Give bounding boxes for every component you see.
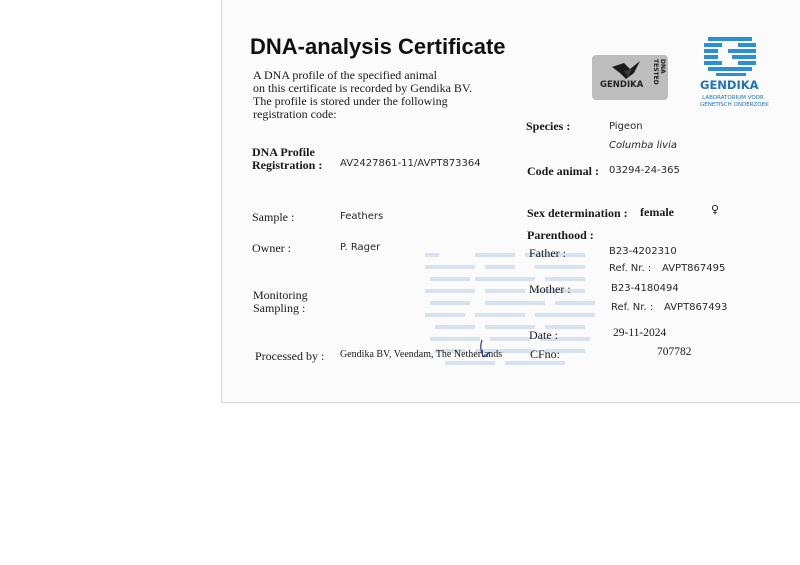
seal-text: GENDIKA xyxy=(600,80,644,90)
code-animal-value: 03294-24-365 xyxy=(609,165,680,176)
intro-line: The profile is stored under the following xyxy=(253,94,448,108)
logo-name: GENDIKA xyxy=(700,78,759,92)
cfno-value: 707782 xyxy=(657,346,692,358)
intro-line: registration code: xyxy=(253,107,337,121)
father-ref-value: AVPT867495 xyxy=(662,263,726,274)
page-title: DNA-analysis Certificate xyxy=(250,34,506,59)
pigeon-icon xyxy=(610,59,644,81)
processed-by-label: Processed by : xyxy=(255,349,325,363)
mother-label: Mother : xyxy=(529,282,571,296)
profile-label-line: DNA Profile xyxy=(252,145,315,159)
dna-tested-seal xyxy=(592,55,668,100)
mother-ref-label: Ref. Nr. : xyxy=(611,302,654,313)
processed-by-value: Gendika BV, Veendam, The Netherlands xyxy=(340,349,503,360)
logo-subtitle-line: LABORATORIUM VOOR xyxy=(702,95,764,101)
sample-value: Feathers xyxy=(340,211,384,222)
sex-determination-label: Sex determination : xyxy=(527,206,628,220)
father-value: B23-4202310 xyxy=(609,246,677,257)
gendika-logo-icon xyxy=(702,35,760,77)
father-ref-label: Ref. Nr. : xyxy=(609,263,652,274)
female-symbol-icon: ♀ xyxy=(711,203,720,216)
species-latin: Columba livia xyxy=(609,140,677,151)
monitoring-label-line: Sampling : xyxy=(253,301,306,315)
date-label: Date : xyxy=(529,328,558,342)
intro-line: A DNA profile of the specified animal xyxy=(253,68,437,82)
logo-subtitle-line: GENETISCH ONDERZOEK xyxy=(700,102,769,108)
owner-value: P. Rager xyxy=(340,242,381,253)
date-value: 29-11-2024 xyxy=(613,327,667,339)
mother-ref-value: AVPT867493 xyxy=(664,302,728,313)
monitoring-label xyxy=(253,289,308,315)
sample-label: Sample : xyxy=(252,210,295,224)
code-animal-label: Code animal : xyxy=(527,164,599,178)
species-common: Pigeon xyxy=(609,121,643,132)
intro-line: on this certificate is recorded by Gendika BV. xyxy=(253,81,473,95)
logo-subtitle xyxy=(700,95,769,109)
parenthood-label: Parenthood : xyxy=(527,228,594,242)
species-label: Species : xyxy=(526,119,571,133)
owner-label: Owner : xyxy=(252,241,291,255)
father-label: Father : xyxy=(529,246,566,260)
cfno-label: CFno: xyxy=(530,347,561,361)
mother-value: B23-4180494 xyxy=(611,283,679,294)
profile-registration-value: AV2427861-11/AVPT873364 xyxy=(340,158,481,169)
signature-mark xyxy=(476,338,496,362)
monitoring-label-line: Monitoring xyxy=(253,288,308,302)
sex-determination-value: female xyxy=(640,205,674,219)
profile-label xyxy=(252,146,322,172)
intro-text xyxy=(253,69,472,121)
seal-side-text: DNA TESTED xyxy=(652,59,666,85)
profile-label-line: Registration : xyxy=(252,158,323,172)
